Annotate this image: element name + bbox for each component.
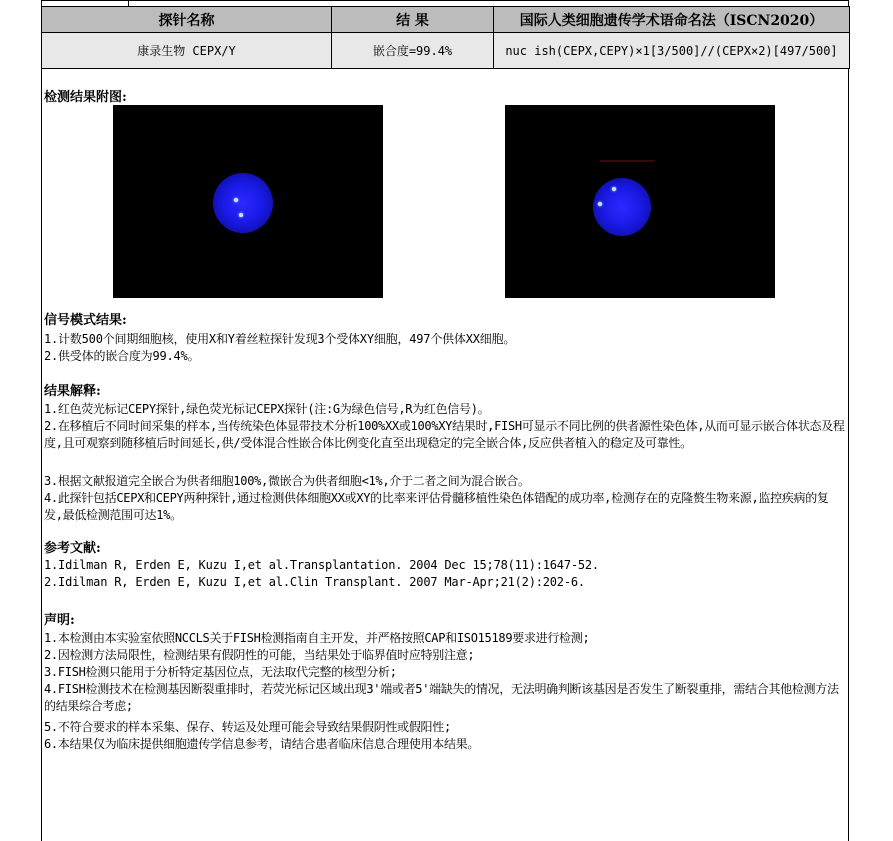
cell-nucleus [593,178,651,236]
iscn-cell: nuc ish(CEPX,CEPY)×1[3/500]//(CEPX×2)[497/500] [494,33,850,69]
iscn-header: 国际人类细胞遗传学术语命名法（ISCN2020） [494,7,850,33]
reference-item-2: 2.Idilman R, Erden E, Kuzu I,et al.Clin Transplant. 2007 Mar-Apr;21(2):202-6. [44,575,585,589]
probe-name-header: 探针名称 [42,7,332,33]
interpretation-item-2: 2.在移植后不同时间采集的样本,当传统染色体显带技术分析100%XX或100%XY结果时,FISH可显示不同比例的供者源性染色体,从而可显示嵌合体状态及程度,且可观察到随移植后时间延长,供/受体混合性嵌合体比例变化直至出现稳定的完全嵌合体,反应供者植入的稳定及可靠性。 [44,419,845,450]
cell-nucleus [213,173,273,233]
probe-table-header [42,7,850,33]
signal-dot [234,198,238,202]
fish-image-1 [113,105,383,298]
probe-table-row [42,33,850,69]
statement-item-2: 2.因检测方法局限性，检测结果有假阴性的可能，当结果处于临界值时应特别注意; [44,648,475,662]
signal-line-2: 2.供受体的嵌合度为99.4%。 [44,349,200,363]
statement-item-5: 5.不符合要求的样本采集、保存、转运及处理可能会导致结果假阴性或假阳性; [44,720,451,734]
result-header: 结 果 [332,7,494,33]
reference-item-1: 1.Idilman R, Erden E, Kuzu I,et al.Transplantation. 2004 Dec 15;78(11):1647-52. [44,558,599,572]
interpretation-item-1: 1.红色荧光标记CEPY探针,绿色荧光标记CEPX探针(注:G为绿色信号,R为红色信号)。 [44,402,490,416]
chimerism-cell: 嵌合度=99.4% [332,33,494,69]
statement-item-3: 3.FISH检测只能用于分析特定基因位点，无法取代完整的核型分析; [44,665,397,679]
signal-dot [239,213,243,217]
faint-red-streak [600,160,655,162]
interpretation-section-title: 结果解释: [44,384,101,399]
statement-item-1: 1.本检测由本实验室依照NCCLS关于FISH检测指南自主开发，并严格按照CAP和ISO15189要求进行检测; [44,631,590,645]
interpretation-item-3: 3.根据文献报道完全嵌合为供者细胞100%,微嵌合为供者细胞<1%,介于二者之间为混合嵌合。 [44,474,530,488]
interpretation-item-4: 4.此探针包括CEPX和CEPY两种探针,通过检测供体细胞XX或XY的比率来评估骨髓移植性染色体错配的成功率,检测存在的克隆赘生物来源,监控疾病的复发,最低检测范围可达1%。 [44,491,829,522]
probe-name-cell: 康录生物 CEPX/Y [42,33,332,69]
signal-section-title: 信号模式结果: [44,313,127,328]
signal-dot [612,187,616,191]
fish-image-2 [505,105,775,298]
statement-item-6: 6.本结果仅为临床提供细胞遗传学信息参考，请结合患者临床信息合理使用本结果。 [44,737,480,751]
images-section-title: 检测结果附图: [44,90,127,105]
statement-section-title: 声明: [44,613,75,628]
probe-table [41,6,850,69]
signal-line-1: 1.计数500个间期细胞核，使用X和Y着丝粒探针发现3个受体XY细胞，497个供体XX细胞。 [44,332,516,346]
references-section-title: 参考文献: [44,541,101,556]
statement-item-4: 4.FISH检测技术在检测基因断裂重排时，若荧光标记区域出现3'端或者5'端缺失的情况，无法明确判断该基因是否发生了断裂重排，需结合其他检测方法的结果综合考虑; [44,682,839,713]
signal-dot [598,202,602,206]
top-border [41,0,849,1]
